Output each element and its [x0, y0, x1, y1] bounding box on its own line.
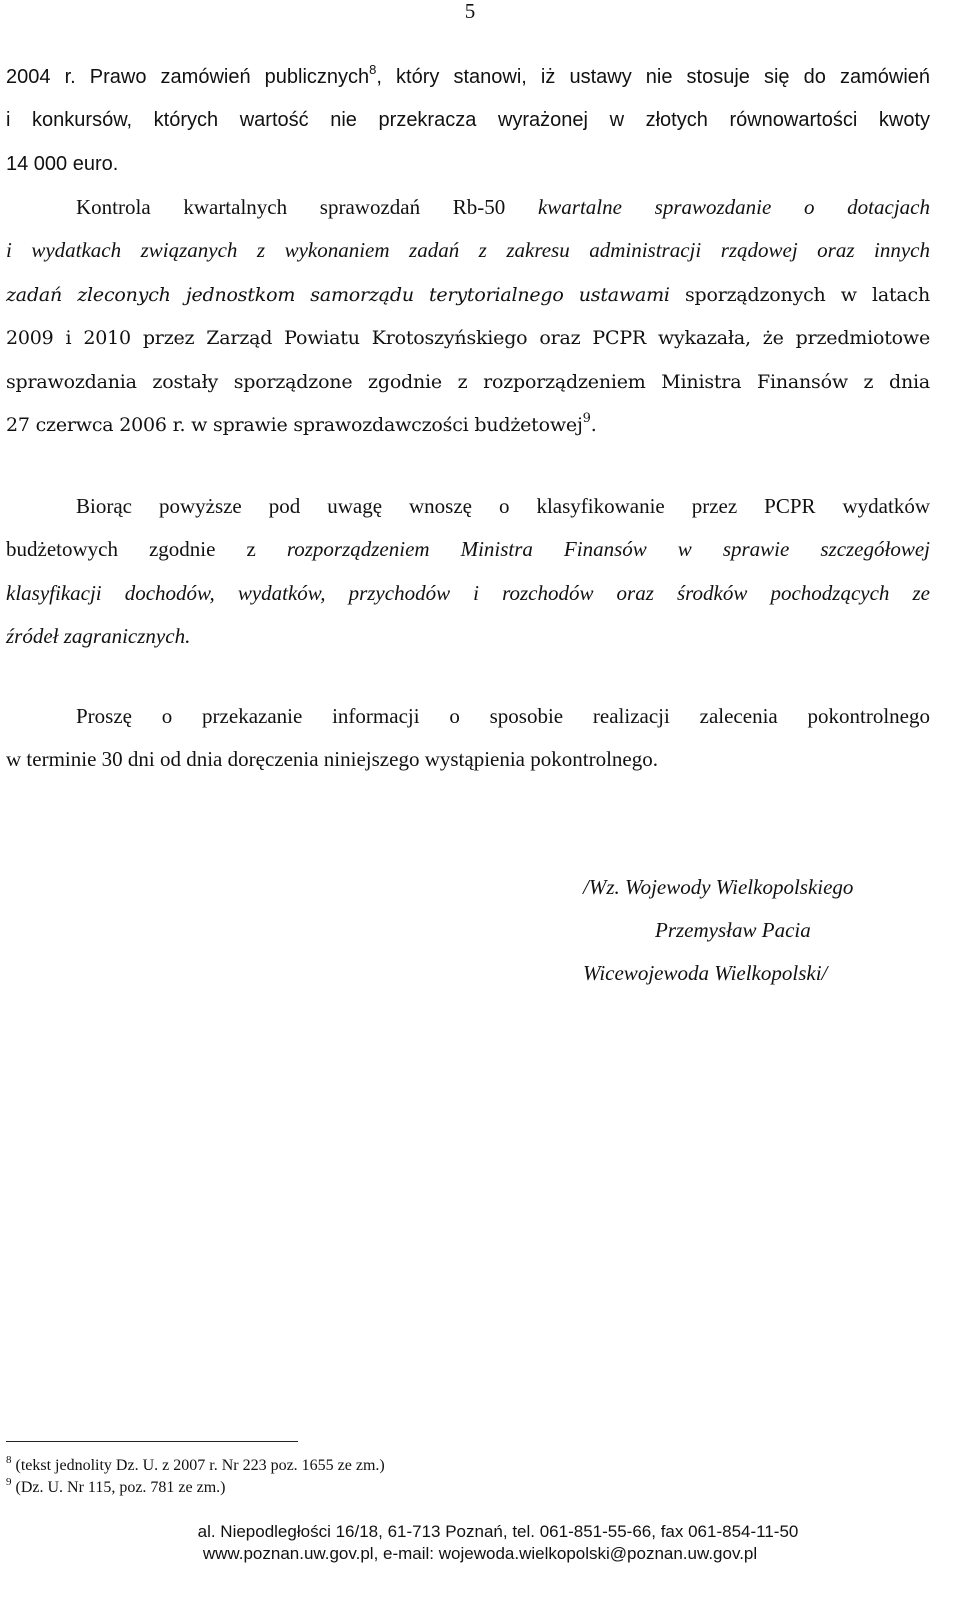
- footer-web-email: www.poznan.uw.gov.pl, e-mail: wojewoda.wielkopolski@poznan.uw.gov.pl: [202, 1544, 758, 1563]
- signature-line-name: Przemysław Pacia: [655, 918, 811, 942]
- footnote-number: 8: [6, 1454, 12, 1466]
- text-line: [6, 186, 930, 229]
- footnote-9: [6, 1477, 606, 1499]
- text-line: [6, 528, 930, 571]
- text-line: [6, 404, 930, 447]
- text-line: Proszę o przekazanie informacji o sposobie realizacji zalecenia pokontrolnego: [76, 704, 930, 728]
- page-number: 5: [464, 0, 476, 23]
- italic-text: i wydatkach związanych z wykonaniem zadań z zakresu administracji rządowej oraz innych: [6, 238, 930, 263]
- text-run: 27 czerwca 2006 r. w sprawie sprawozdawczości budżetowej: [6, 414, 583, 437]
- footer-address: al. Niepodległości 16/18, 61-713 Poznań, tel. 061-851-55-66, fax 061-854-11-50: [197, 1522, 799, 1541]
- italic-text: kwartalne sprawozdanie o dotacjach: [537, 195, 930, 219]
- text-line: i konkursów, których wartość nie przekracza wyrażonej w złotych równowartości kwoty: [6, 109, 930, 132]
- signature-line-on-behalf: /Wz. Wojewody Wielkopolskiego: [583, 875, 854, 899]
- italic-text: klasyfikacji dochodów, wydatków, przychodów i rozchodów oraz środków pochodzących ze: [6, 580, 930, 605]
- footnotes: [6, 1455, 606, 1499]
- text-run: 2004 r. Prawo zamówień publicznych: [6, 66, 370, 88]
- footnote-separator: [6, 1441, 298, 1442]
- paragraph-information-request: [6, 695, 930, 782]
- text-line: [6, 615, 930, 658]
- footnote-text: (tekst jednolity Dz. U. z 2007 r. Nr 223 poz. 1655 ze zm.): [11, 1457, 385, 1474]
- text-line: [6, 229, 930, 272]
- text-line: Biorąc powyższe pod uwagę wnoszę o klasyfikowanie przez PCPR wydatków: [76, 494, 930, 518]
- text-line: sprawozdania zostały sporządzone zgodnie z rozporządzeniem Ministra Finansów z dnia: [6, 370, 930, 393]
- footnote-ref-8: 8: [369, 62, 377, 77]
- paragraph-procurement-law: [6, 56, 930, 186]
- footnote-ref-9: 9: [582, 411, 591, 427]
- text-line: [6, 572, 930, 615]
- italic-text: zadań zleconych jednostkom samorządu terytorialnego ustawami: [6, 283, 670, 306]
- paragraph-rb50-reports: [6, 186, 930, 447]
- footnote-text: (Dz. U. Nr 115, poz. 781 ze zm.): [11, 1479, 226, 1496]
- italic-text: źródeł zagranicznych.: [6, 624, 191, 649]
- text-run: , który stanowi, iż ustawy nie stosuje się do zamówień: [376, 66, 931, 88]
- text-run: sporządzonych w latach: [669, 283, 930, 306]
- text-line: [6, 273, 930, 317]
- signature-line-title: Wicewojewoda Wielkopolski/: [583, 961, 828, 985]
- text-line: [6, 56, 930, 99]
- paragraph-classification-request: [6, 485, 930, 659]
- footnote-number: 9: [6, 1476, 12, 1488]
- text-line: w terminie 30 dni od dnia doręczenia niniejszego wystąpienia pokontrolnego.: [6, 747, 658, 772]
- signature-block: [583, 866, 923, 995]
- footnote-8: [6, 1455, 606, 1477]
- text-run: .: [590, 414, 597, 437]
- text-line: 2009 i 2010 przez Zarząd Powiatu Krotoszyńskiego oraz PCPR wykazała, że przedmiotowe: [6, 327, 930, 350]
- italic-text: rozporządzeniem Ministra Finansów w sprawie szczegółowej: [286, 537, 931, 562]
- text-run: budżetowych zgodnie z: [6, 537, 287, 562]
- text-line: 14 000 euro.: [6, 152, 119, 175]
- text-run: Kontrola kwartalnych sprawozdań Rb-50: [76, 195, 538, 219]
